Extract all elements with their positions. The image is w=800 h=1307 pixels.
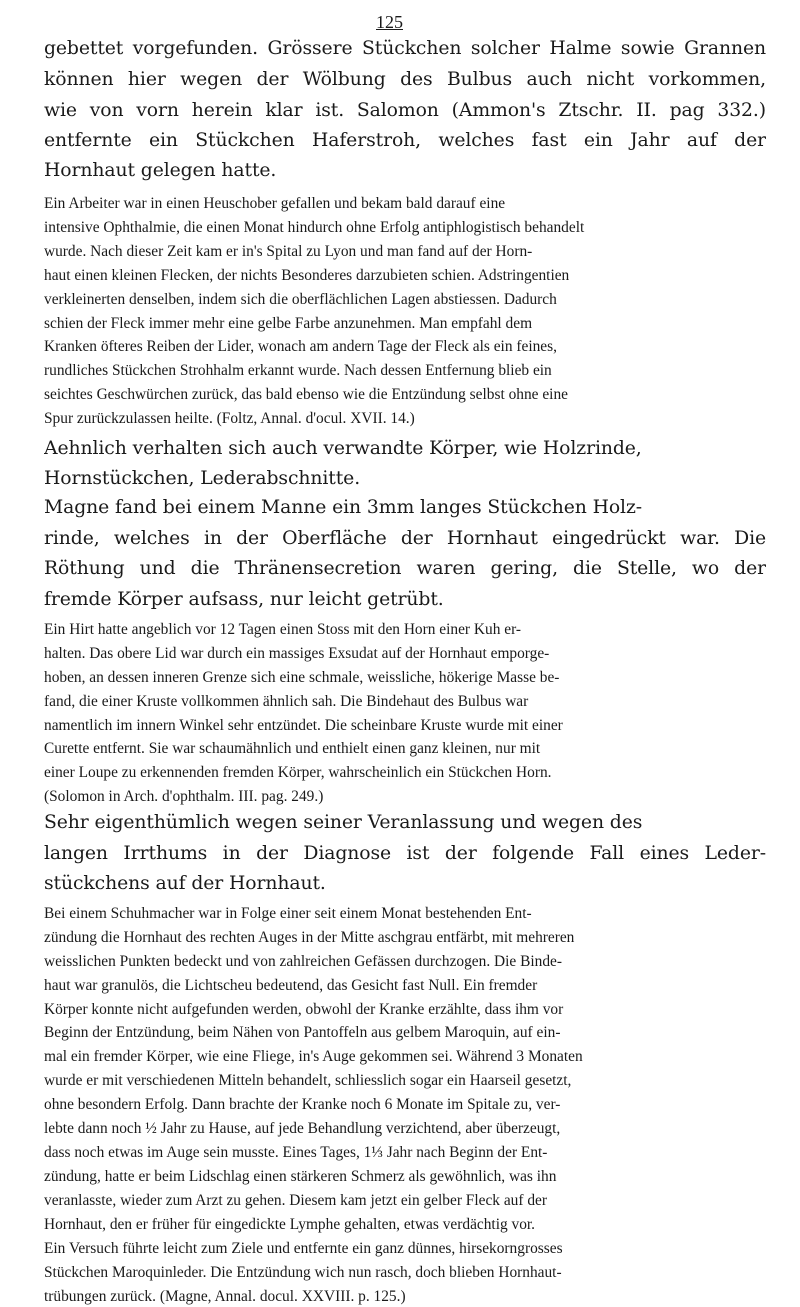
- text-line-content: lebte dann noch ½ Jahr zu Hause, auf jede Behandlung verzichtend, aber überzeugt,: [44, 1119, 561, 1137]
- text-line-content: schien der Fleck immer mehr eine gelbe Farbe anzunehmen. Man empfahl dem: [44, 314, 533, 332]
- text-line-content: Beginn der Entzündung, beim Nähen von Pantoffeln aus gelbem Maroquin, auf ein-: [44, 1023, 561, 1041]
- text-line-content: trübungen zurück. (Magne, Annal. docul. XXVIII. p. 125.): [44, 1288, 406, 1306]
- text-line-content: Magne fand bei einem Manne ein 3mm langes Stückchen Holz-: [44, 497, 643, 519]
- text-line-content: seichtes Geschwürchen zurück, das bald ebenso wie die Entzündung selbst ohne eine: [44, 385, 568, 403]
- text-line-content: ohne besondern Erfolg. Dann brachte der Kranke noch 6 Monate im Spitale zu, ver-: [44, 1095, 561, 1113]
- text-line-content: wie von vorn herein klar ist. Salomon (Ammon's Ztschr. II. pag 332.): [44, 100, 766, 122]
- text-line-content: Curette entfernt. Sie war schaumähnlich und enthielt einen ganz kleinen, nur mit: [44, 739, 541, 757]
- text-line-content: haut einen kleinen Flecken, der nichts Besonderes darzubieten schien. Adstringentien: [44, 266, 570, 284]
- text-line-content: verkleinerten denselben, indem sich die oberflächlichen Lagen abstiessen. Dadurch: [44, 290, 557, 308]
- text-line-content: einer Loupe zu erkennenden fremden Körper, wahrscheinlich ein Stückchen Horn.: [44, 763, 552, 781]
- text-line-content: Ein Arbeiter war in einen Heuschober gefallen und bekam bald darauf eine: [44, 194, 506, 212]
- text-line-content: halten. Das obere Lid war durch ein massiges Exsudat auf der Hornhaut emporge-: [44, 644, 550, 662]
- text-line-content: Hornhaut gelegen hatte.: [44, 159, 277, 181]
- text-line-content: Spur zurückzulassen heilte. (Foltz, Annal. d'ocul. XVII. 14.): [44, 409, 415, 427]
- text-line-content: Stückchen Maroquinleder. Die Entzündung wich nun rasch, doch blieben Hornhaut-: [44, 1264, 562, 1282]
- text-line-content: veranlasste, wieder zum Arzt zu gehen. Diesem kam jetzt ein gelber Fleck auf der: [44, 1191, 547, 1209]
- text-line-content: stückchens auf der Hornhaut.: [44, 872, 326, 894]
- text-line-content: gebettet vorgefunden. Grössere Stückchen solcher Halme sowie Grannen: [44, 38, 766, 60]
- text-line-content: Sehr eigenthümlich wegen seiner Veranlassung und wegen des: [44, 812, 643, 834]
- text-line-content: Röthung und die Thränensecretion waren gering, die Stelle, wo der: [44, 558, 766, 580]
- text-line-content: Hornhaut, den er früher für eingedickte Lymphe gehalten, etwas verdächtig vor.: [44, 1215, 536, 1233]
- book-page: [44, 0, 766, 1307]
- text-line-content: langen Irrthums in der Diagnose ist der folgende Fall eines Leder-: [44, 843, 766, 865]
- text-line-content: zündung die Hornhaut des rechten Auges in der Mitte aschgrau entfärbt, mit mehreren: [44, 928, 575, 946]
- text-line-content: wurde er mit verschiedenen Mitteln behandelt, schliesslich sogar ein Haarseil gesetzt,: [44, 1071, 572, 1089]
- text-line-content: hoben, an dessen inneren Grenze sich eine schmale, weissliche, hökerige Masse be-: [44, 668, 560, 686]
- text-line-content: Ein Versuch führte leicht zum Ziele und entfernte ein ganz dünnes, hirsekorngrosses: [44, 1240, 563, 1257]
- text-line-content: Aehnlich verhalten sich auch verwandte Körper, wie Holzrinde,: [44, 437, 642, 459]
- text-line-content: namentlich im innern Winkel sehr entzündet. Die scheinbare Kruste wurde mit einer: [44, 716, 563, 734]
- text-line-content: haut war granulös, die Lichtscheu bedeutend, das Gesicht fast Null. Ein fremder: [44, 976, 538, 994]
- text-line-content: Bei einem Schuhmacher war in Folge einer seit einem Monat bestehenden Ent-: [44, 904, 532, 922]
- text-line-content: Kranken öfteres Reiben der Lider, wonach am andern Tage der Fleck als ein feines,: [44, 337, 557, 355]
- text-line-content: zündung, hatte er beim Lidschlag einen stärkeren Schmerz als gewöhnlich, was ihn: [44, 1167, 557, 1185]
- text-line-content: Ein Hirt hatte angeblich vor 12 Tagen einen Stoss mit den Horn einer Kuh er-: [44, 620, 522, 638]
- text-line-content: dass noch etwas im Auge sein musste. Eines Tages, 1⅓ Jahr nach Beginn der Ent-: [44, 1143, 548, 1161]
- text-line-content: Körper konnte nicht aufgefunden werden, obwohl der Kranke erzählte, dass ihm vor: [44, 1000, 564, 1018]
- text-line-content: fremde Körper aufsass, nur leicht getrübt.: [44, 589, 444, 610]
- page-number: 125: [376, 12, 403, 32]
- text-line-content: (Solomon in Arch. d'ophthalm. III. pag. 249.): [44, 787, 324, 805]
- text-line-content: Hornstückchen, Lederabschnitte.: [44, 467, 361, 489]
- text-line-content: können hier wegen der Wölbung des Bulbus auch nicht vorkommen,: [44, 69, 766, 91]
- text-line-content: intensive Ophthalmie, die einen Monat hindurch ohne Erfolg antiphlogistisch behandelt: [44, 218, 585, 236]
- text-line-content: rundliches Stückchen Strohhalm erkannt wurde. Nach dessen Entfernung blieb ein: [44, 361, 552, 379]
- text-line-content: rinde, welches in der Oberfläche der Hornhaut eingedrückt war. Die: [44, 528, 766, 550]
- text-line-content: weisslichen Punkten bedeckt und von zahlreichen Gefässen durchzogen. Die Binde-: [44, 952, 562, 970]
- text-line-content: entfernte ein Stückchen Haferstroh, welches fast ein Jahr auf der: [44, 129, 766, 151]
- text-line-content: mal ein fremder Körper, wie eine Fliege, in's Auge gekommen sei. Während 3 Monaten: [44, 1047, 583, 1065]
- text-line-content: fand, die einer Kruste vollkommen ähnlich sah. Die Bindehaut des Bulbus war: [44, 692, 529, 710]
- text-line-content: wurde. Nach dieser Zeit kam er in's Spital zu Lyon und man fand auf der Horn-: [44, 242, 533, 260]
